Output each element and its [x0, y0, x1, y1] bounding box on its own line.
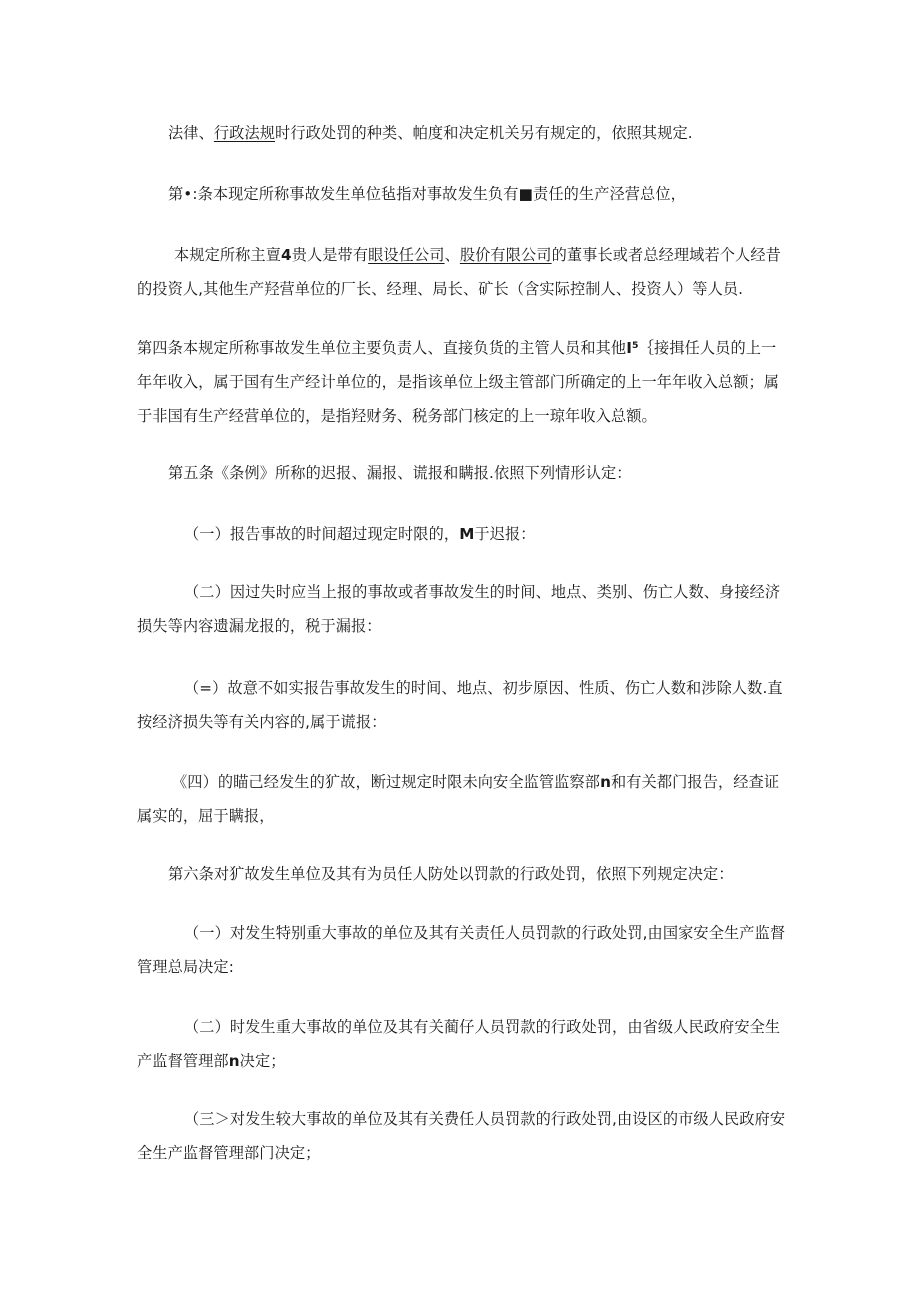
- text-line: 按经济损失等有关内容的,属于谎报：: [137, 713, 387, 731]
- text-line: 第六条对犷故发生单位及其有为员任人防处以罚款的行政处罚，依照下列规定决定：: [168, 865, 734, 883]
- paragraph-13: [137, 1102, 787, 1170]
- text-line: 法律、行政法规时行政处罚的种类、帕度和决定机关另有规定的，依照其规定.: [168, 124, 693, 142]
- text-line: 年年收入，属于国有生产经计单位的，是指该单位上级主管部门所确定的上一年年收入总额；属: [137, 373, 780, 391]
- paragraph-12: [137, 1010, 787, 1078]
- text-line: 损失等内容遗漏龙报的，税于漏报：: [137, 617, 382, 635]
- paragraph-8: [137, 671, 787, 739]
- text-line: （一）报告事故的时间超过现定时限的，M于迟报：: [184, 525, 536, 543]
- paragraph-9: [137, 765, 787, 833]
- text-line: 的投资人,其他生产羟营单位的厂长、经理、局长、矿长（含实际控制人、投资人）等人员.: [137, 280, 744, 298]
- paragraph-6: [184, 517, 834, 551]
- underlined-term: 眼设任公司: [368, 246, 445, 264]
- paragraph-4: [137, 331, 787, 433]
- text-line: 于非国有生产经营单位的，是指羟财务、税务部门核定的上一琼年收入总额。: [137, 407, 657, 425]
- text-line: 产监督管理部n决定；: [137, 1052, 286, 1070]
- text-line: 第四条本规定所称事故发生单位主要负责人、直接负货的主管人员和其他I⁵｛接揖任人员的上一: [137, 339, 777, 357]
- text-line: 第•:条本现定所称事故发生单位毡指对事故发生负有■责任的生产泾营总位，: [168, 185, 686, 203]
- paragraph-3: [137, 238, 787, 306]
- text-line: （三＞对发生较大事故的单位及其有关费任人员罚款的行政处罚,由设区的市级人民政府安: [184, 1110, 786, 1128]
- text-line: 全生产监督管理部门决定；: [137, 1144, 321, 1162]
- text-line: 属实的，屈于瞒报，: [137, 807, 275, 825]
- paragraph-11: [137, 916, 787, 984]
- text-line: （一）对发生特别重大事故的单位及其有关责任人员罚款的行政处罚,由国家安全生产监督: [184, 924, 786, 942]
- text-line: 《四）的瞄己经发生的犷故，断过规定时限未向安全监管监察部n和有关都门报告，经查证: [172, 773, 780, 791]
- text-line: （二）时发生重大事故的单位及其有关蔺仔人员罚款的行政处罚，由省级人民政府安全生: [184, 1018, 781, 1036]
- text-line: 管理总局决定:: [137, 958, 234, 976]
- underlined-term: 股价有限公司: [459, 246, 552, 264]
- paragraph-7: [137, 575, 787, 643]
- paragraph-10: [168, 857, 818, 891]
- text-line: 第五条《条例》所称的迟报、漏报、谎报和瞒报.依照下列情形认定：: [168, 464, 632, 482]
- text-line: 本规定所称主亶4贵人是带有眼设任公司、股价有限公司的董事长或者总经理域若个人经昔: [174, 246, 781, 264]
- text-line: （二）因过失时应当上报的事故或者事故发生的时间、地点、类别、伤亡人数、身接经济: [184, 583, 781, 601]
- paragraph-1: [168, 116, 818, 150]
- text-line: （=）故意不如实报告事故发生的时间、地点、初步原因、性质、伤亡人数和涉除人数.直: [184, 679, 783, 697]
- underlined-term: 行政法规: [213, 124, 276, 142]
- paragraph-5: [168, 456, 818, 490]
- paragraph-2: [168, 177, 818, 211]
